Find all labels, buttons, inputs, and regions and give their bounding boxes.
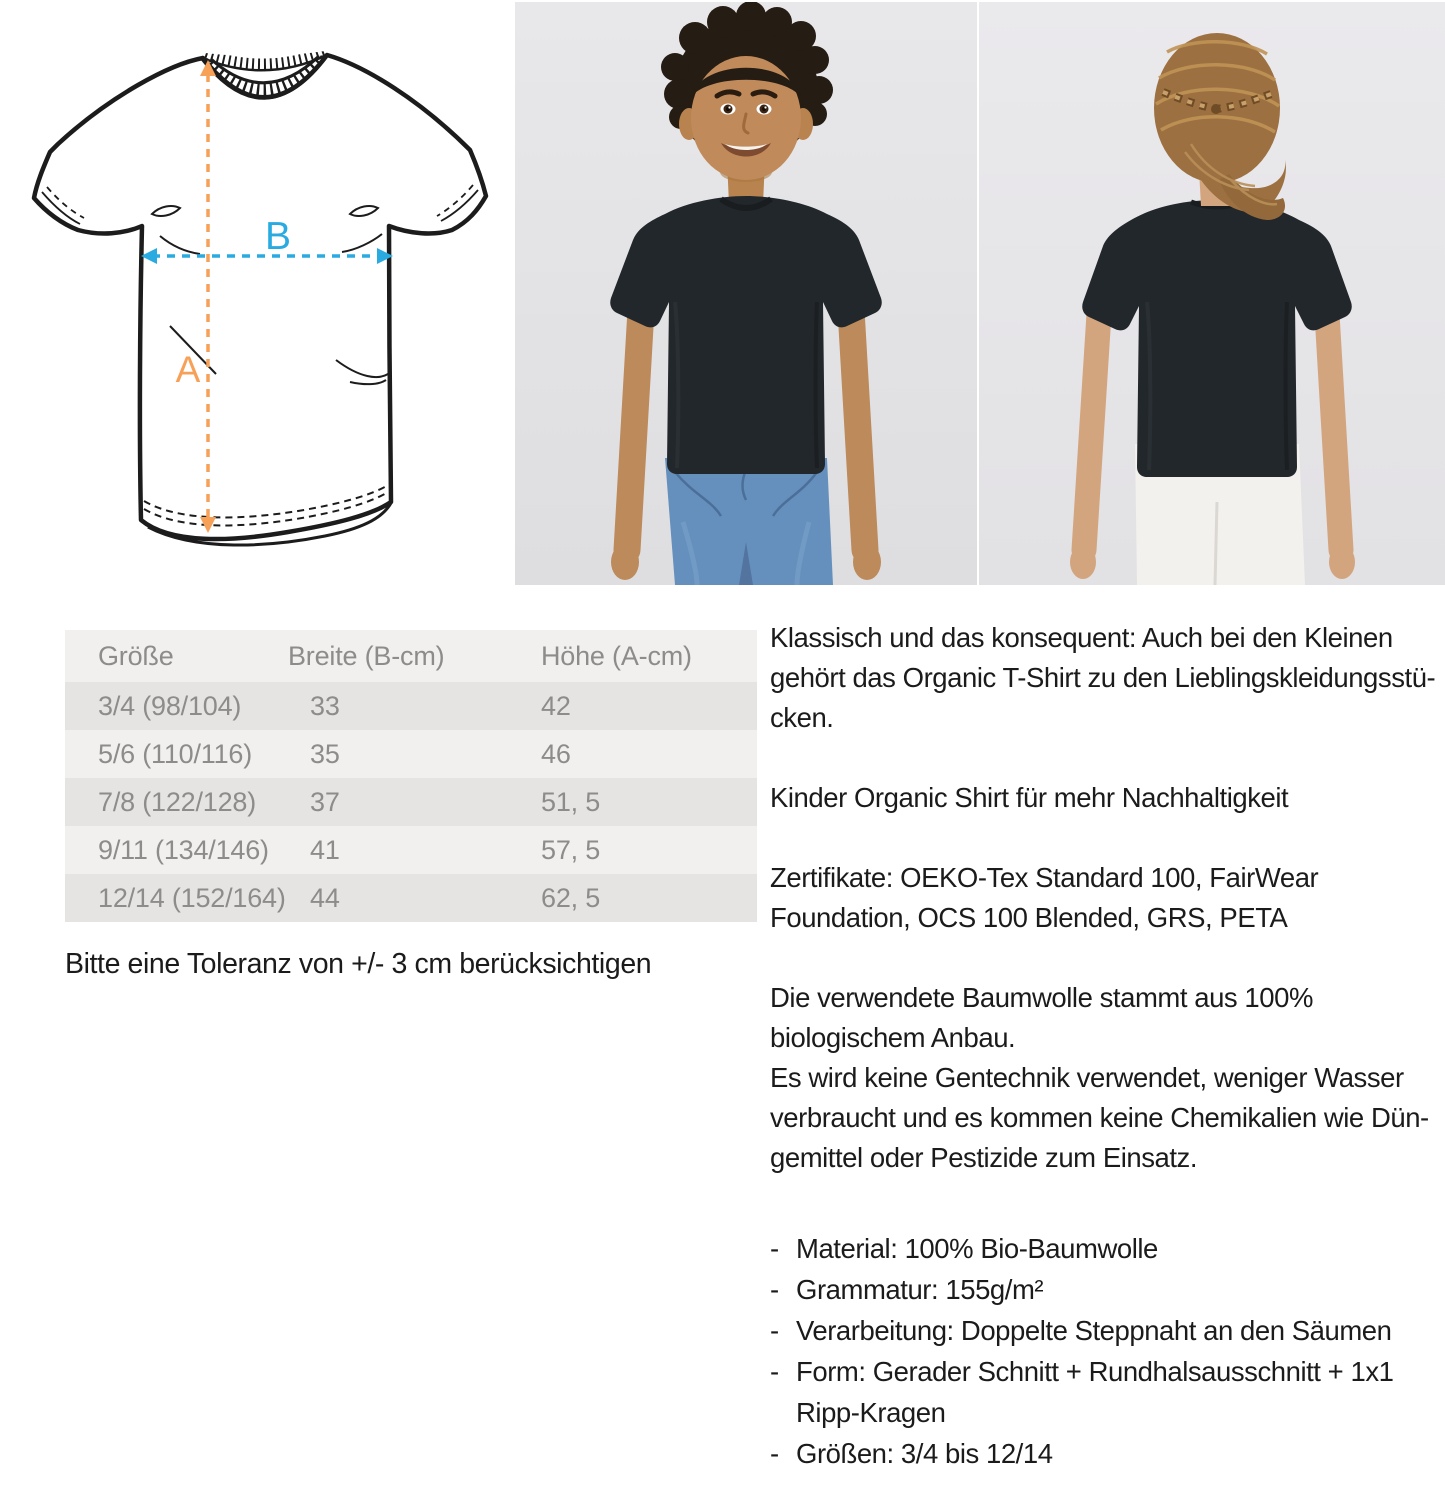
bullet-dash: - <box>770 1233 779 1264</box>
bullet-item <box>770 1269 1432 1310</box>
table-row <box>65 778 757 826</box>
girl-left-hand <box>1070 545 1096 579</box>
description-paragraph <box>770 778 1432 818</box>
height-cell: 62, 5 <box>541 882 601 913</box>
text-line: Kinder Organic Shirt für mehr Nachhaltigkeit <box>770 782 1289 813</box>
size-cell: 9/11 (134/146) <box>98 834 269 865</box>
boy-front-illustration <box>515 2 977 585</box>
text-line: verbraucht und es kommen keine Chemikalien wie Dün- <box>770 1102 1429 1133</box>
boy-jeans <box>665 458 833 585</box>
bullet-dash: - <box>770 1438 779 1469</box>
bullet-dash: - <box>770 1315 779 1346</box>
bullet-item <box>770 1351 1432 1433</box>
table-row <box>65 874 757 922</box>
width-cell: 41 <box>310 834 340 865</box>
girl-back-illustration <box>979 2 1445 585</box>
boy-left-hand <box>611 544 639 580</box>
text-line: Ripp-Kragen <box>796 1397 946 1428</box>
width-cell: 44 <box>310 882 340 913</box>
text-line: Größen: 3/4 bis 12/14 <box>796 1438 1053 1469</box>
product-description <box>770 618 1436 1474</box>
size-cell: 5/6 (110/116) <box>98 738 253 769</box>
text-line: Zertifikate: OEKO-Tex Standard 100, FairWear <box>770 862 1319 893</box>
height-cell: 46 <box>541 738 571 769</box>
table-row <box>65 730 757 778</box>
size-table <box>65 630 757 922</box>
front-photo <box>515 2 977 585</box>
size-diagram <box>20 30 500 570</box>
text-line: Verarbeitung: Doppelte Steppnaht an den Säumen <box>796 1315 1392 1346</box>
height-cell: 57, 5 <box>541 834 601 865</box>
text-line: Es wird keine Gentechnik verwendet, weniger Wasser <box>770 1062 1404 1093</box>
bullet-dash: - <box>770 1356 779 1387</box>
bullet-dash: - <box>770 1274 779 1305</box>
boy-right-hand <box>853 544 881 580</box>
text-line: cken. <box>770 702 834 733</box>
width-label: B <box>264 215 292 258</box>
size-cell: 7/8 (122/128) <box>98 786 257 817</box>
table-row <box>65 682 757 730</box>
back-photo <box>979 2 1445 585</box>
text-line: biologischem Anbau. <box>770 1022 1016 1053</box>
feature-bullet-list <box>770 1228 1432 1474</box>
column-header-height: Höhe (A-cm) <box>541 640 692 671</box>
girl-right-hand <box>1329 545 1355 579</box>
text-line: gemittel oder Pestizide zum Einsatz. <box>770 1142 1198 1173</box>
bullet-item <box>770 1310 1432 1351</box>
height-cell: 42 <box>541 690 571 721</box>
tshirt-measurement-drawing <box>20 30 500 570</box>
width-cell: 37 <box>310 786 340 817</box>
width-cell: 35 <box>310 738 340 769</box>
tshirt-outline <box>34 55 486 539</box>
bullet-item <box>770 1228 1432 1269</box>
text-line: Grammatur: 155g/m² <box>796 1274 1044 1305</box>
column-header-size: Größe <box>98 640 174 671</box>
description-paragraph <box>770 978 1432 1178</box>
column-header-width: Breite (B-cm) <box>288 640 445 671</box>
text-line: Klassisch und das konsequent: Auch bei den Kleinen <box>770 622 1393 653</box>
text-line: Material: 100% Bio-Baumwolle <box>796 1233 1158 1264</box>
text-line: Form: Gerader Schnitt + Rundhalsausschnitt + 1x1 <box>796 1356 1394 1387</box>
bullet-item <box>770 1433 1432 1474</box>
text-line: Die verwendete Baumwolle stammt aus 100% <box>770 982 1313 1013</box>
size-cell: 12/14 (152/164) <box>98 882 286 913</box>
height-cell: 51, 5 <box>541 786 601 817</box>
size-cell: 3/4 (98/104) <box>98 690 242 721</box>
width-cell: 33 <box>310 690 340 721</box>
table-header-row <box>65 630 757 682</box>
description-paragraph <box>770 858 1432 938</box>
table-row <box>65 826 757 874</box>
tolerance-note: Bitte eine Toleranz von +/- 3 cm berücksichtigen <box>65 948 652 980</box>
text-line: gehört das Organic T-Shirt zu den Lieblingskleidungsstü- <box>770 662 1436 693</box>
description-paragraph <box>770 618 1436 738</box>
text-line: Foundation, OCS 100 Blended, GRS, PETA <box>770 902 1288 933</box>
height-label: A <box>175 349 201 390</box>
